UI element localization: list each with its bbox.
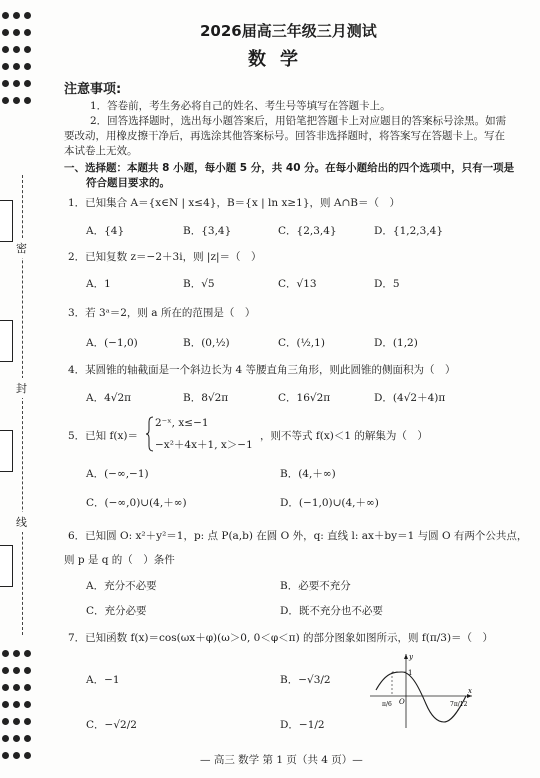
notice-item: 1．答卷前，考生务必将自己的姓名、考生号等填写在答题卡上。 <box>90 100 391 112</box>
question-3-option-a: A．(−1,0) <box>86 337 138 349</box>
notice-item: 2．回答选择题时，选出每小题答案后，用铅笔把答题卡上对应题目的答案标号涂黑。如需 <box>90 115 507 127</box>
question-2-option-b: B．√5 <box>183 278 215 290</box>
piecewise-brace <box>146 416 154 452</box>
margin-dots-bottom <box>0 640 38 778</box>
question-1-option-b: B．{3,4} <box>183 225 232 237</box>
question-6-option-c: C．充分必要 <box>86 605 147 617</box>
question-6-option-b: B．必要不充分 <box>280 580 351 592</box>
question-4-option-c: C．16√2π <box>278 392 331 404</box>
question-1-option-a: A．{4} <box>86 225 125 237</box>
question-5-piece-2: −x²＋4x＋1, x＞−1 <box>155 439 253 451</box>
question-7-option-a: A．−1 <box>86 674 120 686</box>
question-2-option-a: A．1 <box>86 278 111 290</box>
question-6-option-d: D．既不充分也不必要 <box>280 605 383 617</box>
question-4-option-b: B．8√2π <box>183 392 229 404</box>
question-7-option-b: B．−√3/2 <box>280 674 331 686</box>
margin-box <box>0 430 13 472</box>
graph-label-right: 7π/12 <box>450 701 468 708</box>
question-5-option-b: B．(4,＋∞) <box>280 468 336 480</box>
seal-char-xian: 线 <box>16 512 27 532</box>
subject-title: 数学 <box>248 49 312 70</box>
seal-char-mi: 密 <box>16 238 27 258</box>
margin-box <box>0 200 13 242</box>
question-7-stem: 7．已知函数 f(x)＝cos(ωx＋φ)(ω＞0, 0＜φ＜π) 的部分图象如图所示，则 f(π/3)＝（ ） <box>68 632 494 644</box>
question-6-stem: 6．已知圆 O: x²＋y²＝1，p: 点 P(a,b) 在圆 O 外，q: 直线 l: ax＋by＝1 与圆 O 有两个公共点， <box>68 530 528 542</box>
page-footer: — 高三 数学 第 1 页（共 4 页）— <box>200 754 363 766</box>
question-5-option-c: C．(−∞,0)∪(4,＋∞) <box>86 497 187 509</box>
question-2-option-d: D．5 <box>374 278 400 290</box>
question-5-piece-1: 2⁻ˣ, x≤−1 <box>155 417 209 429</box>
question-3-option-b: B．(0,½) <box>183 337 230 349</box>
question-4-option-a: A．4√2π <box>86 392 132 404</box>
question-5-stem-prefix: 5．已知 f(x)＝ <box>68 430 139 442</box>
margin-box <box>0 320 13 362</box>
exam-title: 2026届高三年级三月测试 <box>200 22 377 40</box>
graph-label-x: x <box>468 687 472 695</box>
question-4-stem: 4．某圆锥的轴截面是一个斜边长为 4 等腰直角三角形，则此圆锥的侧面积为（ ） <box>68 364 456 376</box>
question-4-option-d: D．(4√2＋4)π <box>374 392 446 404</box>
question-2-option-c: C．√13 <box>278 278 317 290</box>
seal-char-feng: 封 <box>16 378 27 398</box>
section-heading-cont: 符合题目要求的。 <box>86 177 170 189</box>
question-6-option-a: A．充分不必要 <box>86 580 157 592</box>
graph-label-origin: O <box>399 698 405 706</box>
notice-item: 本试卷上无效。 <box>64 145 138 157</box>
question-1-option-d: D．{1,2,3,4} <box>374 225 444 237</box>
question-3-option-d: D．(1,2) <box>374 337 418 349</box>
notice-heading: 注意事项: <box>64 82 122 97</box>
question-7-option-c: C．−√2/2 <box>86 719 137 731</box>
graph-curve <box>376 672 466 722</box>
question-5-stem-suffix: ，则不等式 f(x)＜1 的解集为（ ） <box>260 430 428 442</box>
question-1-stem: 1．已知集合 A＝{x∈N | x≤4}，B＝{x | ln x≥1}，则 A∩B＝（ ） <box>68 197 400 209</box>
bleed-through <box>400 12 409 25</box>
graph-y-arrow <box>404 654 408 659</box>
graph-label-one: 1 <box>408 669 413 677</box>
question-3-option-c: C．(½,1) <box>278 337 325 349</box>
question-5-option-d: D．(−1,0)∪(4,＋∞) <box>280 497 379 509</box>
graph-label-left: π/6 <box>382 701 392 708</box>
margin-box <box>0 545 13 587</box>
margin-dots-top <box>0 0 38 120</box>
question-3-stem: 3．若 3ᵃ＝2，则 a 所在的范围是（ ） <box>68 307 256 319</box>
section-heading: 一、选择题：本题共 8 小题，每小题 5 分，共 40 分。在每小题给出的四个选项中，只有一项是 <box>64 162 515 174</box>
question-1-option-c: C．{2,3,4} <box>278 225 337 237</box>
question-7-option-d: D．−1/2 <box>280 719 325 731</box>
question-6-stem-cont: 则 p 是 q 的（ ）条件 <box>64 554 175 566</box>
notice-item: 要改动，用橡皮擦干净后，再选涂其他答案标号。回答非选择题时，将答案写在答题卡上。写在 <box>64 130 505 142</box>
question-5-option-a: A．(−∞,−1) <box>86 468 149 480</box>
question-2-stem: 2．已知复数 z＝−2＋3i，则 |z|＝（ ） <box>68 251 262 263</box>
graph-label-y: y <box>409 653 413 661</box>
cosine-graph <box>366 650 476 730</box>
